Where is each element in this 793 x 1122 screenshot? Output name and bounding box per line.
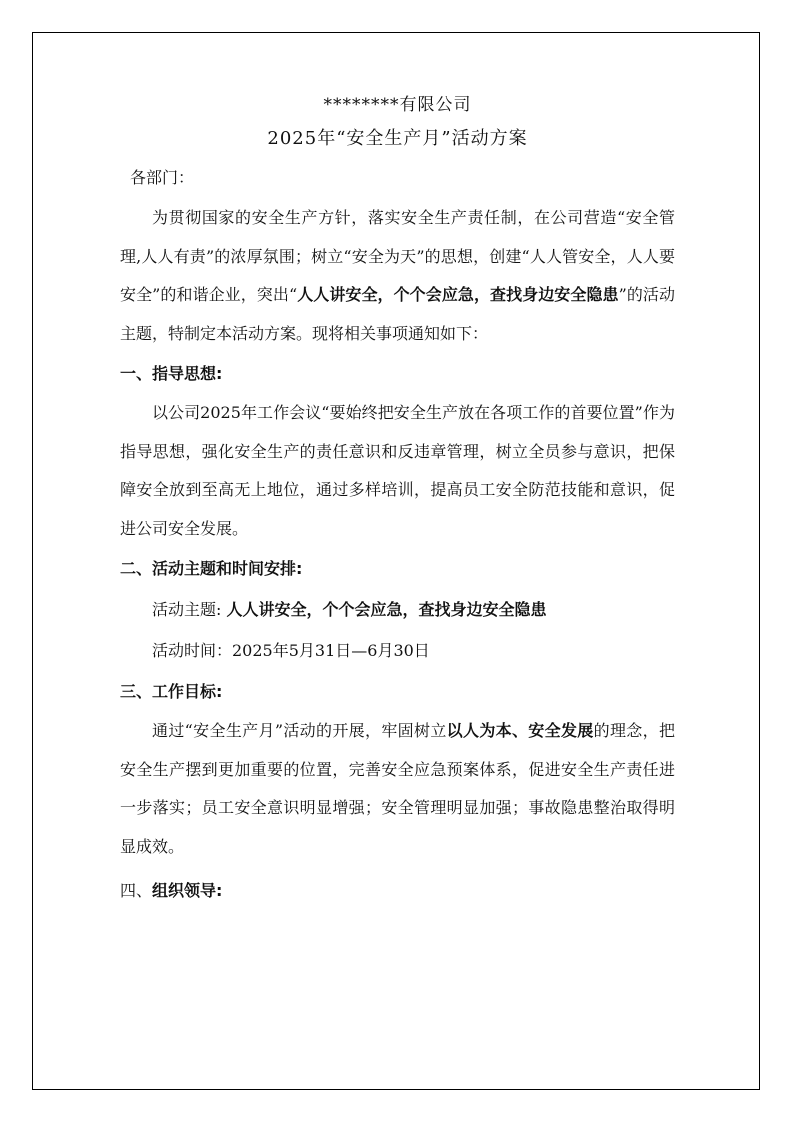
section4-heading-number: 四、 [120, 881, 153, 900]
section2-heading: 二、活动主题和时间安排: [120, 559, 303, 578]
intro-paragraph [120, 199, 675, 353]
intro-text-part2: ”的活动主题，特制定本活动方案。现将相关事项通知如下： [120, 285, 675, 343]
section1-heading: 一、指导思想: [120, 364, 223, 383]
activity-theme-label: 活动主题: [152, 600, 227, 619]
salutation: 各部门： [130, 168, 195, 187]
section4-heading-text: 组织领导: [152, 881, 223, 900]
activity-time-line: 活动时间：2025年5月31日—6月30日 [152, 641, 430, 660]
section3-text-part2: 的理念，把安全生产摆到更加重要的位置，完善安全应急预案体系，促进安全生产责任进一步落实；员工安全意识明显增强；安全管理明显加强；事故隐患整治取得明显成效。 [120, 721, 675, 856]
activity-theme-line [120, 589, 675, 630]
document-content [120, 91, 675, 911]
intro-text-part1: 为贯彻国家的安全生产方针，落实安全生产责任制，在公司营造“安全管理,人人有责”的浓厚氛围；树立“安全为天”的思想，创建“人人管安全，人人要安全”的和谐企业，突出“ [120, 208, 675, 304]
section3-bold-text: 以人为本、安全发展 [446, 721, 594, 740]
plan-title: 2025年“安全生产月”活动方案 [267, 128, 528, 149]
section3-heading: 三、工作目标: [120, 682, 223, 701]
section3-text-part1: 通过“安全生产月”活动的开展，牢固树立 [152, 721, 447, 740]
activity-theme-value: 人人讲安全，个个会应急，查找身边安全隐患 [226, 600, 547, 619]
company-title: ********有限公司 [323, 95, 472, 115]
section1-body: 以公司2025年工作会议“要始终把安全生产放在各项工作的首要位置”作为指导思想，强化安全生产的责任意识和反违章管理，树立全员参与意识，把保障安全放到至高无上地位，通过多样培训，提高员工安全防范技能和意识，促进公司安全发展。 [120, 403, 675, 538]
intro-bold-theme: 人人讲安全，个个会应急，查找身边安全隐患 [297, 285, 619, 304]
section4-heading [120, 870, 675, 911]
document-page [32, 32, 760, 1090]
section3-body [120, 712, 675, 866]
